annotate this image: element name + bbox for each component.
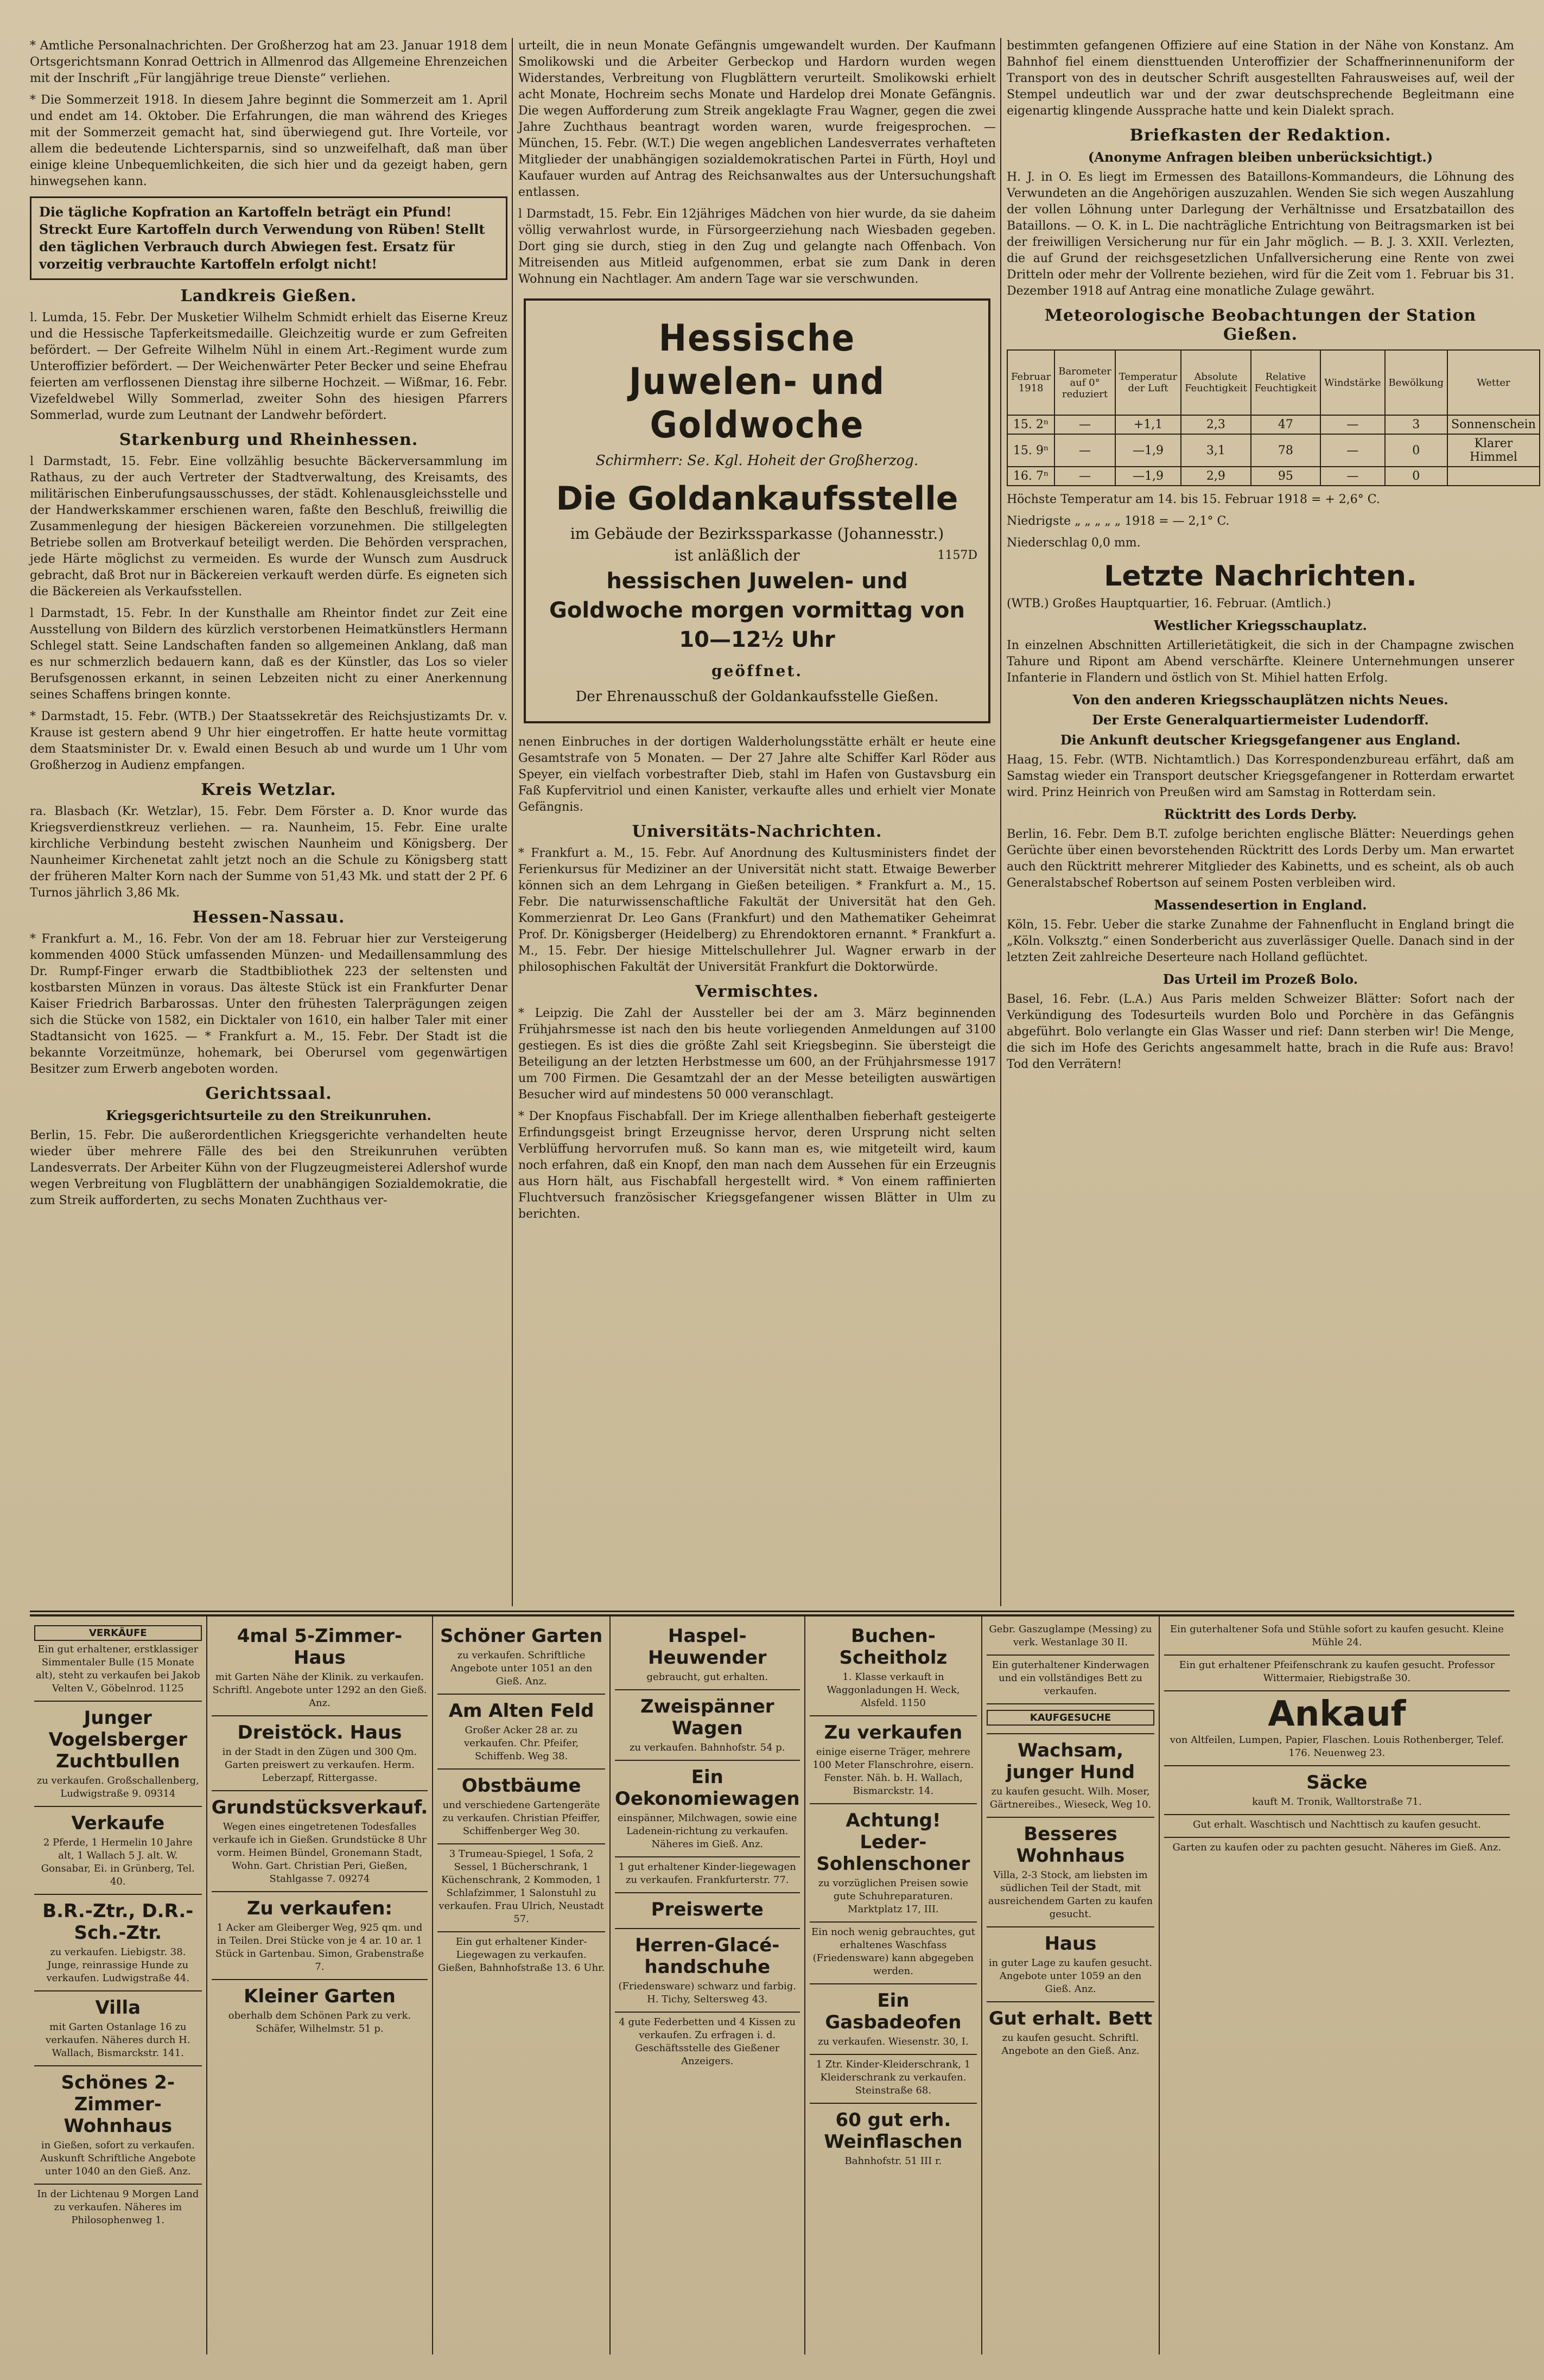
classified-ad bbox=[212, 1892, 428, 1980]
article-nassau: * Frankfurt a. M., 16. Febr. Von der am 18. Februar hier zur Versteigerung kommenden 4000 Stück umfassenden Münzen- und Medaillensammlung des Dr. Rumpf-Finger erwarb die Stadtbibliothek 223 der seltensten und kostbarsten Münzen in voraus. Das älteste Stück ist ein Frankfurter Denar Kaiser Friedrich Barbarossas. Unter den frühesten Talerprägungen zeigen sich die Stücke von 1582, ein Dicktaler von 1610, ein halber Taler mit einer Stadtansicht von 1625. — * Frankfurt a. M., 15. Febr. Der Stadt ist die bekannte Vorzeitmünze, hohemark, bei Oberursel vom gegenwärtigen Besitzer zum Erwerb angeboten worden. bbox=[30, 932, 507, 1076]
classified-body: 4 gute Federbetten und 4 Kissen zu verkaufen. Zu erfragen i. d. Geschäftsstelle des Gießener Anzeigers. bbox=[619, 2016, 796, 2067]
weather-cell: 3 bbox=[1385, 415, 1448, 434]
classified-ad bbox=[437, 1770, 605, 1844]
classified-ad bbox=[1164, 1766, 1510, 1815]
article-hauptquartier: (WTB.) Großes Hauptquartier, 16. Februar. (Amtlich.) bbox=[1007, 597, 1331, 610]
classified-headline: Achtung! Leder-Sohlenschoner bbox=[816, 1810, 970, 1875]
weather-cell: — bbox=[1320, 434, 1384, 467]
classified-headline: Wachsam, junger Hund bbox=[1006, 1740, 1135, 1783]
heading-gericht: Gerichtssaal. bbox=[205, 1084, 332, 1103]
classified-body: zu verkaufen. Liebigstr. 38. Junge, reinrassige Hunde zu verkaufen. Ludwigstraße 44. bbox=[46, 1946, 190, 1984]
classified-headline: Am Alten Feld bbox=[448, 1700, 594, 1722]
weather-precip: Niederschlag 0,0 mm. bbox=[1007, 536, 1141, 550]
column-3 bbox=[1007, 38, 1536, 1606]
weather-cell: 78 bbox=[1251, 434, 1320, 467]
heading-letzte-nachrichten: Letzte Nachrichten. bbox=[1104, 560, 1417, 593]
classified-body: 1. Klasse verkauft in Waggonladungen H. Weck, Alsfeld. 1150 bbox=[827, 1671, 960, 1709]
subheading-gericht: Kriegsgerichtsurteile zu den Streikunruhen. bbox=[106, 1108, 431, 1123]
weather-min: Niedrigste „ „ „ „ „ 1918 = — 2,1° C. bbox=[1007, 514, 1230, 528]
classified-ad bbox=[615, 1893, 800, 1929]
classified-column bbox=[982, 1617, 1160, 2354]
weather-cell: 95 bbox=[1251, 467, 1320, 486]
classified-body: mit Garten Ostanlage 16 zu verkaufen. Näheres durch H. Wallach, Bismarckstr. 141. bbox=[46, 2021, 190, 2059]
classified-headline: B.R.-Ztr., D.R.-Sch.-Ztr. bbox=[42, 1900, 194, 1944]
weather-cell: 2,3 bbox=[1181, 415, 1250, 434]
weather-cell: 47 bbox=[1251, 415, 1320, 434]
classified-ad bbox=[437, 1695, 605, 1770]
article-bolo: Basel, 16. Febr. (L.A.) Aus Paris melden Schweizer Blätter: Sofort nach der Verkündigung des Todesurteils wurden Bolo und Porchère in das Gefängnis abgeführt. Bolo verlangte ein Glas Wasser und rief: Dann sterben wir! Die Menge, die sich im Hofe des Gerichts angesammelt hatte, brach in die Rufe aus: Bravo! Tod den Verrätern! bbox=[1007, 992, 1514, 1071]
classified-body: einspänner, Milchwagen, sowie eine Ladenein-richtung zu verkaufen. Näheres im Gieß. Anz. bbox=[617, 1812, 797, 1850]
classified-body: In der Lichtenau 9 Morgen Land zu verkaufen. Näheres im Philosophenweg 1. bbox=[37, 2188, 199, 2226]
classified-body: (Friedensware) schwarz und farbig. H. Tichy, Seltersweg 43. bbox=[618, 1981, 796, 2005]
classified-ad bbox=[1164, 1838, 1510, 1860]
classified-body: 3 Trumeau-Spiegel, 1 Sofa, 2 Sessel, 1 Bücherschrank, 1 Küchenschrank, 2 Kommoden, 1 Schlafzimmer, 1 Salonstuhl zu verkaufen. Frau Ulrich, Neustadt 57. bbox=[439, 1848, 604, 1925]
classified-ad bbox=[437, 1932, 605, 1980]
heading-ankunft: Die Ankunft deutscher Kriegsgefangener aus England. bbox=[1060, 732, 1461, 748]
classified-ad bbox=[212, 1980, 428, 2041]
classified-ad bbox=[212, 1791, 428, 1892]
classified-body: Ein gut erhaltener Pfeifenschrank zu kaufen gesucht. Professor Wittermaier, Riebigstraße 30. bbox=[1179, 1659, 1495, 1684]
ad-location: im Gebäude der Bezirkssparkasse (Johannesstr.) bbox=[570, 525, 944, 543]
subheading-briefkasten: (Anonyme Anfragen bleiben unberücksichtigt.) bbox=[1088, 149, 1433, 165]
classified-body: 1 Ztr. Kinder-Kleiderschrank, 1 Kleiderschrank zu verkaufen. Steinstraße 68. bbox=[816, 2059, 971, 2096]
classified-body: zu vorzüglichen Preisen sowie gute Schuhreparaturen. Marktplatz 17, III. bbox=[818, 1878, 969, 1915]
classified-ad bbox=[810, 1804, 977, 1923]
classified-ad bbox=[34, 2185, 202, 2232]
classified-ad bbox=[987, 1620, 1154, 1656]
article-briefkasten: H. J. in O. Es liegt im Ermessen des Bataillons-Kommandeurs, die Löhnung des Verwundeten an die Angehörigen auszuzahlen. Wenden Sie sich wegen Auszahlung der vollen Löhnung unter Darlegung der Verhältnisse und Ersatzbataillon des Bataillons. — O. K. in L. Die nachträgliche Entrichtung von Beitragsmarken ist bei der freiwilligen Versicherung nur für ein Jahr möglich. — B. J. 3. XXII. Verlezten, die auf Grund der reichsgesetzlichen Unfallversicherung eine Rente von zwei Dritteln oder mehr der Vollrente beziehen, wird für die Zeit vom 1. Februar bis 31. Dezember 1918 auf Antrag eine monatliche Zulage gewährt. bbox=[1007, 170, 1514, 298]
weather-col-header: Wetter bbox=[1447, 350, 1540, 415]
article-ankunft: Haag, 15. Febr. (WTB. Nichtamtlich.) Das Korrespondenzbureau erfährt, daß am Samstag wieder ein Transport deutscher Kriegsgefangener in Rotterdam erwartet wird. Prinz Heinrich von Preußen wird am Samstag in Rotterdam sein. bbox=[1007, 753, 1514, 799]
article-knopf: * Der Knopfaus Fischabfall. Der im Kriege allenthalben fieberhaft gesteigerte Erfindungsgeist bringt Erzeugnisse hervor, deren Ursprung nicht selten Verblüffung hervorrufen muß. So kann man es, wie mitgeteilt wird, kaum noch erfahren, daß ein Knopf, den man nach dem Aussehen für ein Erzeugnis aus Horn hält, aus Fischabfall hergestellt wird. * Von einem raffinierten Fluchtversuch französischer Kriegsgefangener wissen Blätter in Ulm zu berichten. bbox=[518, 1110, 996, 1221]
heading-massendesertion: Massendesertion in England. bbox=[1154, 897, 1367, 913]
classified-headline: Zweispänner Wagen bbox=[640, 1696, 774, 1739]
weather-cell: —1,9 bbox=[1115, 434, 1181, 467]
classified-ad bbox=[810, 1923, 977, 1984]
classified-body: Ein gut erhaltener Kinder-Liegewagen zu verkaufen. Gießen, Bahnhofstraße 13. 6 Uhr. bbox=[437, 1936, 605, 1974]
weather-cell: 16. 7ⁿ bbox=[1007, 467, 1054, 486]
classified-ad bbox=[615, 1857, 800, 1893]
article-gericht: Berlin, 15. Febr. Die außerordentlichen Kriegsgerichte verhandelten heute wieder über mehrere Fälle des bei den Streikunruhen verübten Landesverrats. Der Arbeiter Kühn von der Flugzeugmeisterei Adlershof wurde wegen Verbreitung von Flugblättern der unabhängigen Sozialdemokratie, die zum Streik aufforderten, zu sechs Monaten Zuchthaus ver- bbox=[30, 1129, 507, 1207]
column-rule bbox=[512, 38, 513, 1606]
ad-goldankaufsstelle: Die Goldankaufsstelle bbox=[556, 480, 958, 518]
classified-ad bbox=[615, 1929, 800, 2013]
weather-row bbox=[1007, 467, 1540, 486]
classified-headline: Dreistöck. Haus bbox=[237, 1722, 402, 1743]
classified-body: Bahnhofstr. 51 III r. bbox=[844, 2155, 942, 2167]
classified-ad bbox=[987, 1927, 1154, 2002]
article-leipzig: * Leipzig. Die Zahl der Aussteller bei der am 3. März beginnenden Frühjahrsmesse ist nach den bis heute vorliegenden Anmeldungen auf 3100 gestiegen. Es ist dies die größte Zahl seit Kriegsbeginn. Sie übersteigt die Beteiligung an der letzten Herbstmesse um 600, an der Frühjahrsmesse 1917 um 700 Firmen. Die Gesamtzahl der an der Messe beteiligten auswärtigen Besucher wird auf mindestens 50 000 veranschlagt. bbox=[518, 1007, 996, 1102]
weather-max: Höchste Temperatur am 14. bis 15. Februar 1918 = + 2,6° C. bbox=[1007, 493, 1380, 506]
weather-cell: Klarer Himmel bbox=[1447, 434, 1540, 467]
ad-title-1: Hessische bbox=[658, 317, 856, 360]
classified-headline: Ankauf bbox=[1268, 1694, 1406, 1734]
classified-body: zu kaufen gesucht. Schriftl. Angebote an den Gieß. Anz. bbox=[1001, 2032, 1140, 2057]
ad-patron: Schirmherr: Se. Kgl. Hoheit der Großherzog. bbox=[595, 453, 919, 469]
weather-row bbox=[1007, 415, 1540, 434]
classified-headline: 4mal 5-Zimmer-Haus bbox=[237, 1625, 403, 1669]
section-rule bbox=[30, 1611, 1514, 1612]
classified-ad bbox=[810, 1984, 977, 2055]
heading-derby: Rücktritt des Lords Derby. bbox=[1164, 806, 1357, 822]
ad-anlaesslich: ist anläßlich der bbox=[674, 546, 800, 564]
classified-body: einige eiserne Träger, mehrere 100 Meter Flanschrohre, eisern. Fenster. Näh. b. H. Wallach, Bismarckstr. 14. bbox=[812, 1746, 974, 1797]
weather-cell: 0 bbox=[1385, 467, 1448, 486]
classified-headline: Villa bbox=[95, 1997, 141, 2019]
article-sommerzeit: * Die Sommerzeit 1918. In diesem Jahre beginnt die Sommerzeit am 1. April und endet am 14. Oktober. Die Erfahrungen, die man während des Krieges mit der Sommerzeit gemacht hat, sind überwiegend gut. Ihre Vorteile, vor allem die bedeutende Lichtersparnis, sind so unzweifelhaft, daß man über einige kleine Unbequemlichkeiten, die sich hier und da gezeigt haben, gern hinwegsehen kann. bbox=[30, 93, 507, 188]
classified-ad bbox=[437, 1620, 605, 1695]
article-landkreis: l. Lumda, 15. Febr. Der Musketier Wilhelm Schmidt erhielt das Eiserne Kreuz und die Hessische Tapferkeitsmedaille. Gleichzeitig wurde er zum Gefreiten befördert. — Der Gefreite Wilhelm Nühl in einem Art.-Regiment wurde zum Unteroffizier befördert. — Der Weichenwärter Peter Becker und seine Ehefrau feierten am verflossenen Dienstag ihre silberne Hochzeit. — Wißmar, 16. Febr. Vizefeldwebel Willy Sommerlad, zweiter Sohn des hiesigen Pfarrers Sommerlad, wurde zum Leutnant der Landwehr befördert. bbox=[30, 311, 507, 422]
classified-headline: KAUFGESUCHE bbox=[987, 1710, 1154, 1726]
classified-body: Großer Acker 28 ar. zu verkaufen. Chr. Pfeifer, Schiffenb. Weg 38. bbox=[463, 1724, 579, 1762]
classified-column bbox=[30, 1617, 207, 2354]
classified-body: Ein guterhaltener Kinderwagen und ein vollständiges Bett zu verkaufen. bbox=[992, 1659, 1149, 1697]
heading-universitaet: Universitäts-Nachrichten. bbox=[632, 822, 882, 841]
weather-cell: — bbox=[1320, 467, 1384, 486]
ad-hours: hessischen Juwelen- und Goldwoche morgen vormittag von 10—12½ Uhr bbox=[549, 569, 965, 652]
classifieds bbox=[30, 1614, 1514, 2354]
notice-kartoffeln: Die tägliche Kopfration an Kartoffeln beträgt ein Pfund! Streckt Eure Kartoffeln durch Verwendung von Rüben! Stellt den täglichen Verbrauch durch Abwiegen fest. Ersatz für vorzeitig verbrauchte Kartoffeln erfolgt nicht! bbox=[30, 196, 507, 280]
article-ludendorff: Der Erste Generalquartiermeister Ludendorff. bbox=[1092, 712, 1429, 728]
article-darmstadt-maedchen: l Darmstadt, 15. Febr. Ein 12jähriges Mädchen von hier wurde, da sie daheim völlig verwahrlost wurde, in Fürsorgeerziehung nach Wiesbaden gegeben. Dort ging sie durch, stieg in den Zug und gelangte nach Offenbach. Von Mitreisenden aus Mitleid aufgenommen, erbat sie zum Dank in deren Wohnung ein Nachtlager. Am andern Tage war sie verschwunden. bbox=[518, 207, 996, 286]
classified-headline: Buchen-Scheitholz bbox=[839, 1625, 948, 1669]
classified-body: Villa, 2-3 Stock, am liebsten im südlichen Teil der Stadt, mit ausreichendem Garten zu kaufen gesucht. bbox=[988, 1869, 1153, 1920]
weather-col-header: Bewölkung bbox=[1385, 350, 1448, 415]
classified-body: zu verkaufen. Bahnhofstr. 54 p. bbox=[630, 1742, 785, 1753]
weather-row bbox=[1007, 434, 1540, 467]
classified-ad bbox=[810, 1716, 977, 1804]
classified-headline: Preiswerte bbox=[651, 1899, 764, 1920]
classified-ad bbox=[34, 1991, 202, 2066]
weather-col-header: Februar 1918 bbox=[1007, 350, 1054, 415]
classified-ad bbox=[34, 1702, 202, 1807]
classified-column bbox=[1160, 1617, 1514, 2354]
classified-headline: Herren-Glacé-handschuhe bbox=[635, 1934, 780, 1978]
weather-cell: Sonnenschein bbox=[1447, 415, 1540, 434]
classified-body: von Altfeilen, Lumpen, Papier, Flaschen. Louis Rothenberger, Telef. 176. Neuenweg 23. bbox=[1170, 1734, 1504, 1759]
classified-headline: Zu verkaufen: bbox=[246, 1898, 393, 1919]
classified-headline: Säcke bbox=[1306, 1772, 1368, 1793]
column-rule bbox=[1000, 38, 1001, 1606]
heading-starkenburg: Starkenburg und Rheinhessen. bbox=[119, 430, 418, 449]
article-einbruch: nenen Einbruches in der dortigen Walderholungsstätte erhält er heute eine Gesamtstrafe von 5 Monaten. — Der 27 Jahre alte Schiffer Karl Röder aus Speyer, ein vielfach vorbestrafter Dieb, stahl im Hafen von Gustavsburg ein Faß Kupfervitriol und einen Kanister, verkaufte alles und erhielt vier Monate Gefängnis. bbox=[518, 735, 996, 814]
classified-ad bbox=[987, 1734, 1154, 1818]
classified-ad bbox=[1164, 1691, 1510, 1766]
article-urteil: urteilt, die in neun Monate Gefängnis umgewandelt wurden. Der Kaufmann Smolikowski und die Arbeiter Gerbeckop und Hardorn wurden wegen Widerstandes, Verbreitung von Flugblättern verurteilt. Smolikowski erhielt acht Monate, Hochreim sechs Monate und Hardelop drei Monate Gefängnis. Die wegen Aufforderung zum Streik angeklagte Frau Wagner, gegen die zwei Jahre Zuchthaus beantragt worden waren, wurde freigesprochen. — München, 15. Febr. (W.T.) Die wegen angeblichen Landesverrates verhafteten Mitglieder der unabhängigen sozialdemokratischen Partei in Fürth, Hoyl und Kaufauer wurden auf Antrag des Reichsanwaltes aus der Untersuchungshaft entlassen. bbox=[518, 39, 996, 199]
classified-ad bbox=[810, 2104, 977, 2173]
classified-body: Garten zu kaufen oder zu pachten gesucht. Näheres im Gieß. Anz. bbox=[1172, 1842, 1502, 1853]
article-wetzlar: ra. Blasbach (Kr. Wetzlar), 15. Febr. Dem Förster a. D. Knor wurde das Kriegsverdienstkreuz verliehen. — ra. Naunheim, 15. Febr. Eine uralte kirchliche Verbindung besteht zwischen Naunheim und Königsberg. Der Naunheimer Kirchenetat zahlt jetzt noch an die Schule zu Königsberg statt der früheren Malter Korn nach der Summe von 51,43 Mk. und statt der 2 Pf. 6 Turnos jährlich 3,86 Mk. bbox=[30, 805, 507, 900]
classified-ad bbox=[615, 2013, 800, 2073]
classified-ad bbox=[437, 1844, 605, 1932]
classified-body: in Gießen, sofort zu verkaufen. Auskunft Schriftliche Angebote unter 1040 an den Gieß. Anz. bbox=[40, 2140, 196, 2177]
article-darmstadt-3: * Darmstadt, 15. Febr. (WTB.) Der Staatssekretär des Reichsjustizamts Dr. v. Krause ist gestern abend 9 Uhr hier eingetroffen. Er hatte heute vormittag dem Staatsminister Dr. v. Ewald einen Besuch ab und wurde um 1 Uhr vom Großherzog in Audienz empfangen. bbox=[30, 710, 507, 772]
classified-body: in der Stadt in den Zügen und 300 Qm. Garten preiswert zu verkaufen. Herm. Leberzapf, Rittergasse. bbox=[222, 1746, 417, 1784]
article-massendesertion: Köln, 15. Febr. Ueber die starke Zunahme der Fahnenflucht in England bringt die „Köln. Volksztg.“ einen Sonderbericht aus zuverlässiger Quelle. Danach sind in der letzten Zeit zahlreiche Deserteure nach Holland geflüchtet. bbox=[1007, 918, 1514, 964]
weather-cell: — bbox=[1054, 467, 1115, 486]
classified-ad bbox=[1164, 1620, 1510, 1656]
classified-ad bbox=[987, 1704, 1154, 1734]
classified-body: Ein guterhaltener Sofa und Stühle sofort zu kaufen gesucht. Kleine Mühle 24. bbox=[1170, 1624, 1504, 1648]
classified-headline: Schöner Garten bbox=[440, 1625, 603, 1647]
heading-bolo: Das Urteil im Prozeß Bolo. bbox=[1162, 971, 1358, 987]
weather-cell: 3,1 bbox=[1181, 434, 1250, 467]
classified-ad bbox=[1164, 1656, 1510, 1691]
classified-headline: Ein Gasbadeofen bbox=[825, 1990, 962, 2033]
weather-cell: —1,9 bbox=[1115, 467, 1181, 486]
weather-table bbox=[1007, 349, 1540, 486]
article-derby: Berlin, 16. Febr. Dem B.T. zufolge berichten englische Blätter: Neuerdings gehen Gerüchte über einen bevorstehenden Rücktritt des Lords Derby um. Man erwartet auch den Rücktritt mehrerer Mitglieder des Kabinetts, und es scheint, als ob auch Generalstabschef Robertson auf seinem Posten verbleiben wird. bbox=[1007, 828, 1514, 890]
weather-table-header bbox=[1007, 350, 1540, 415]
classified-body: in guter Lage zu kaufen gesucht. Angebote unter 1059 an den Gieß. Anz. bbox=[988, 1957, 1153, 1995]
subheading-westlich: Westlicher Kriegsschauplatz. bbox=[1154, 618, 1367, 633]
classified-body: oberhalb dem Schönen Park zu verk. Schäfer, Wilhelmstr. 51 p. bbox=[228, 2010, 411, 2034]
weather-cell: 15. 2ⁿ bbox=[1007, 415, 1054, 434]
weather-col-header: Temperatur der Luft bbox=[1115, 350, 1181, 415]
article-personal: * Amtliche Personalnachrichten. Der Großherzog hat am 23. Januar 1918 dem Ortsgerichtsmann Konrad Oettrich in Allmenrod das Allgemeine Ehrenzeichen mit der Inschrift „Für langjährige treue Dienste“ verliehen. bbox=[30, 39, 507, 85]
classified-column bbox=[611, 1617, 805, 2354]
classified-column bbox=[207, 1617, 434, 2354]
classified-ad bbox=[34, 2066, 202, 2185]
classified-headline: Besseres Wohnhaus bbox=[1016, 1823, 1125, 1867]
classified-column bbox=[433, 1617, 611, 2354]
classified-ad bbox=[615, 1690, 800, 1761]
article-offiziere: bestimmten gefangenen Offiziere auf eine Station in der Nähe von Konstanz. Am Bahnhof fiel einem diensttuenden Unteroffizier der Schaffnerinnenuniform der Transport von des in deutscher Schrift ausgestellten Fahrausweises auf, weil der Stempel undeutlich war und der zwar deutschsprechende Begleitmann eine eigenartig klingende Aussprache hatte und kein Dialekt sprach. bbox=[1007, 39, 1514, 118]
classified-body: zu verkaufen. Schriftliche Angebote unter 1051 an den Gieß. Anz. bbox=[450, 1650, 593, 1687]
article-westlich: In einzelnen Abschnitten Artillerietätigkeit, die sich in der Champagne zwischen Tahure und Ripont am Abend verschärfte. Kleinere Unternehmungen unserer Infanterie in Flandern und östlich von St. Mihiel hatten Erfolg. bbox=[1007, 639, 1514, 685]
classified-ad bbox=[34, 1895, 202, 1991]
classified-body: zu kaufen gesucht. Wilh. Moser, Gärtnereibes., Wieseck, Weg 10. bbox=[989, 1786, 1152, 1810]
article-starkenburg: l Darmstadt, 15. Febr. Eine vollzählig besuchte Bäckerversammlung im Rathaus, zu der auch Vertreter der Stadtverwaltung, des Kreisamts, des militärischen Einberufungsausschusses, der städt. Kohlenausgleichsstelle und der Handwerkskammer erschienen waren, faßte den Beschluß, freiwillig die Zusammenlegung der hiesigen Bäckereien vorzunehmen. Die stillgelegten Betriebe sollen am Brotverkauf beteiligt werden. Die Behörden versprachen, jede Härte möglichst zu vermeiden. Es wurde der Wunsch zum Ausdruck gebracht, daß Brot nur in Bäckereien verkauft werden dürfe. Es eigneten sich die Bäckereien als Verkaufsstellen. bbox=[30, 455, 507, 599]
classified-ad bbox=[34, 1620, 202, 1702]
column-2 bbox=[518, 38, 996, 1606]
weather-table-body bbox=[1007, 415, 1540, 486]
column-1 bbox=[30, 38, 507, 1606]
classified-ad bbox=[1164, 1815, 1510, 1838]
classified-ad bbox=[810, 1620, 977, 1716]
classified-headline: Grundstücksverkauf. bbox=[211, 1797, 428, 1818]
classified-ad bbox=[212, 1620, 428, 1716]
weather-cell: 0 bbox=[1385, 434, 1448, 467]
classified-headline: Zu verkaufen bbox=[824, 1722, 963, 1743]
classified-ad bbox=[987, 1818, 1154, 1927]
classified-column bbox=[805, 1617, 983, 2354]
classified-body: 1 gut erhaltener Kinder-liegewagen zu verkaufen. Frankfurterstr. 77. bbox=[618, 1861, 796, 1886]
classified-headline: VERKÄUFE bbox=[34, 1625, 202, 1641]
weather-cell: +1,1 bbox=[1115, 415, 1181, 434]
ad-ref: 1157D bbox=[937, 549, 977, 562]
weather-cell: — bbox=[1320, 415, 1384, 434]
classified-ad bbox=[212, 1716, 428, 1791]
classified-headline: Junger Vogelsberger Zuchtbullen bbox=[48, 1707, 188, 1772]
heading-vermischtes: Vermischtes. bbox=[695, 982, 819, 1001]
classified-body: Wegen eines eingetretenen Todesfalles verkaufe ich in Gießen. Grundstücke 8 Uhr vorm. Heimen Bündel, Gronemann Stadt, Wohn. Gart. Christian Peri, Gießen, Stahlgasse 7. 09274 bbox=[212, 1821, 427, 1885]
classified-ad bbox=[615, 1620, 800, 1690]
classified-headline: 60 gut erh. Weinflaschen bbox=[824, 2109, 963, 2153]
weather-cell: 15. 9ⁿ bbox=[1007, 434, 1054, 467]
ad-title-2: Juwelen- und Goldwoche bbox=[629, 360, 885, 447]
classified-body: 1 Acker am Gleiberger Weg, 925 qm. und in Teilen. Drei Stücke von je 4 ar. 10 ar. 1 Stück in Gartenbau. Simon, Grabenstraße 7. bbox=[215, 1922, 424, 1972]
heading-nassau: Hessen-Nassau. bbox=[192, 908, 345, 927]
heading-briefkasten: Briefkasten der Redaktion. bbox=[1129, 126, 1391, 145]
classified-body: zu verkaufen. Wiesenstr. 30, I. bbox=[818, 2036, 969, 2047]
weather-col-header: Absolute Feuchtigkeit bbox=[1181, 350, 1250, 415]
classified-body: 2 Pferde, 1 Hermelin 10 Jahre alt, 1 Wallach 5 J. alt. W. Gonsabar, Ei. in Grünberg, Tel. 40. bbox=[41, 1837, 195, 1887]
classified-headline: Verkaufe bbox=[71, 1812, 165, 1834]
classified-body: kauft M. Tronik, Walltorstraße 71. bbox=[1252, 1796, 1422, 1808]
classified-headline: Gut erhalt. Bett bbox=[988, 2008, 1153, 2029]
article-nichts-neues: Von den anderen Kriegsschauplätzen nichts Neues. bbox=[1072, 692, 1448, 708]
classified-headline: Haus bbox=[1044, 1933, 1097, 1955]
classified-body: Ein noch wenig gebrauchtes, gut erhaltenes Waschfass (Friedensware) kann abgegeben werden. bbox=[811, 1926, 975, 1977]
classified-headline: Ein Oekonomiewagen bbox=[614, 1766, 800, 1810]
classified-headline: Schönes 2-Zimmer-Wohnhaus bbox=[61, 2072, 175, 2137]
weather-col-header: Relative Feuchtigkeit bbox=[1251, 350, 1320, 415]
weather-col-header: Barometer auf 0° reduziert bbox=[1054, 350, 1115, 415]
classified-headline: Kleiner Garten bbox=[244, 1986, 396, 2007]
classified-body: Gebr. Gaszuglampe (Messing) zu verk. Westanlage 30 II. bbox=[989, 1624, 1152, 1648]
article-darmstadt-2: l Darmstadt, 15. Febr. In der Kunsthalle am Rheintor findet zur Zeit eine Ausstellung von Bildern des kürzlich verstorbenen Heimatkünstlers Hermann Schlegel statt. Seine Landschaften fanden so allgemeinen Anklang, daß man es nur schmerzlich bedauern kann, daß es der Künstler, das Los so vieler Berufsgenossen erkannt, in seinen Lebzeiten nicht zu einer Anerkennung seines Schaffens bringen konnte. bbox=[30, 607, 507, 702]
heading-wetzlar: Kreis Wetzlar. bbox=[201, 780, 336, 799]
weather-cell bbox=[1447, 467, 1540, 486]
classified-body: gebraucht, gut erhalten. bbox=[646, 1671, 768, 1683]
weather-cell: — bbox=[1054, 415, 1115, 434]
classified-body: mit Garten Nähe der Klinik. zu verkaufen. Schriftl. Angebote unter 1292 an den Gieß. Anz. bbox=[212, 1671, 427, 1709]
classified-body: Gut erhalt. Waschtisch und Nachttisch zu kaufen gesucht. bbox=[1192, 1819, 1481, 1830]
ad-committee: Der Ehrenausschuß der Goldankaufsstelle Gießen. bbox=[575, 689, 939, 705]
classified-ad bbox=[987, 2002, 1154, 2063]
classified-ad bbox=[987, 1656, 1154, 1704]
ad-open: geöffnet. bbox=[711, 662, 803, 680]
weather-cell: — bbox=[1054, 434, 1115, 467]
weather-cell: 2,9 bbox=[1181, 467, 1250, 486]
classified-headline: Obstbäume bbox=[461, 1775, 581, 1797]
classified-headline: Haspel-Heuwender bbox=[647, 1625, 767, 1669]
classified-ad bbox=[34, 1807, 202, 1895]
heading-landkreis: Landkreis Gießen. bbox=[180, 287, 357, 306]
classified-ad bbox=[615, 1761, 800, 1857]
heading-meteorologie: Meteorologische Beobachtungen der Station Gießen. bbox=[1044, 306, 1477, 344]
classified-body: Ein gut erhaltener, erstklassiger Simmentaler Bulle (15 Monate alt), steht zu verkaufen bei Jakob Velten V., Göbelnrod. 1125 bbox=[35, 1644, 200, 1694]
classified-ad bbox=[810, 2055, 977, 2104]
ad-goldwoche bbox=[524, 298, 990, 723]
article-universitaet: * Frankfurt a. M., 15. Febr. Auf Anordnung des Kultusministers findet der Ferienkursus für Mediziner an der Universität nicht statt. Etwaige Bewerber können sich an dem Lehrgang in Gießen beteiligen. * Frankfurt a. M., 15. Febr. Die naturwissenschaftliche Fakultät der Universität hat den Geh. Kommerzienrat Dr. Leo Gans (Frankfurt) und den Mathematiker Geheimrat Prof. Dr. Königsberger (Heidelberg) zu Ehrendoktoren ernannt. * Frankfurt a. M., 15. Febr. Der hiesige Mittelschullehrer Jul. Wagner erwarb in der philosophischen Fakultät der Universität Frankfurt die Doktorwürde. bbox=[518, 847, 996, 974]
classified-body: zu verkaufen. Großschallenberg, Ludwigstraße 9. 09314 bbox=[36, 1775, 199, 1799]
classified-body: und verschiedene Gartengeräte zu verkaufen. Christian Pfeiffer, Schiffenberger Weg 30. bbox=[442, 1799, 601, 1837]
weather-col-header: Windstärke bbox=[1320, 350, 1384, 415]
